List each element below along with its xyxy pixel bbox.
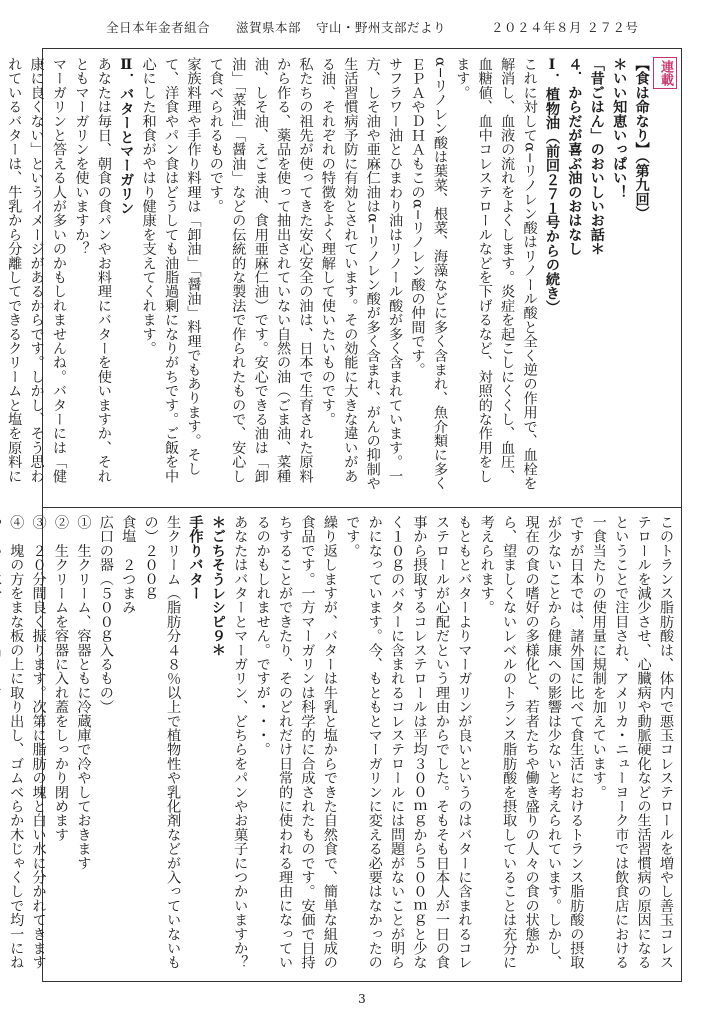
page-number: 3	[358, 992, 366, 1006]
article-paragraph: あなたは毎日、朝食の食パンやお料理にバターを使いますか、それともマーガリンを使いますか？	[73, 57, 112, 483]
article-paragraph: このトランス脂肪酸は、体内で悪玉コレステロールを増やし善玉コレステロールを減少させ、心臓病や動脈硬化などの生活習慣病の原因になるということで注目され、アメリカ・ニューヨーク市では飲食店における一食当たりの使用量に規制を加えています。	[590, 515, 674, 970]
page-header	[36, 18, 696, 40]
article-paragraph: ③ ２０分間良く振ります。次第に脂肪の塊と白い水に分かれてきます	[30, 515, 47, 970]
branch-name: 滋賀県本部	[236, 20, 302, 35]
article-paragraph: 食塩 ２つまみ	[120, 515, 137, 615]
article-paragraph: もともとバターよりマーガリンが良いというのはバターに含まれるコレステロールが心配だという理由からでした。そもそも日本人が一日の食事から摂取するコレステロールは平均３００ｍｇから５００ｍｇと少なく１０ｇのバターに含まれるコレステロールには問題がないことが明らかになっています。今、もともとマーガリンに変える必要はなかったのです。	[344, 515, 473, 970]
article-paragraph: α−リノレン酸は葉菜、根菜、海藻などに多く含まれ、魚介類に多くＥＰＡやＤＨＡもこのα−リノレン酸の仲間です。	[409, 57, 448, 491]
article-paragraph: サフラワー油とひまわり油はリノール酸が多く含まれています。一方、しそ油や亜麻仁油はα−リノレン酸が多く含まれ、がんの抑制や生活習慣病予防に有効とされています。その効能に大きな違いがある油、それぞれの特徴をよく理解して使いたいものです。	[319, 57, 404, 491]
article-paragraph: 広口の器（５００ｇ入るもの）	[97, 515, 114, 714]
series-badge	[653, 57, 677, 497]
article-paragraph: 家族料理や手作り料理は「卸油」「醤油」料理でもあります。そして、洋食やパン食はどうしても油脂過剰になりがちです。ご飯を中心にした和食がやはり健康を支えてくれます。	[140, 57, 202, 483]
article-paragraph: 生クリーム（脂肪分４８％以上で植物性や乳化剤などが入っていないもの）２００ｇ	[142, 515, 182, 970]
article-paragraph: これに対してα−リノレン酸はリノール酸と全く逆の作用で、血栓を解消し、血液の流れをよくします。炎症を起こしにくくし、血圧、血糖値、血中コレステロールなどを下げるなど、対照的な作用をします。	[454, 57, 538, 491]
article-paragraph: 繰り返しますが、バターは牛乳と塩からできた自然食で、簡単な組成の食品です。一方マーガリンは科学的に合成されたものです。安価で日持ちすることができたり、そのどれだけ日常的に使われる理由になっているのかもしれません。ですが・・・。	[254, 515, 338, 970]
article-heading: ＊ごちそうレシピ９＊	[209, 515, 226, 657]
article-heading: ＊いい知恵いっぱい！	[611, 57, 628, 199]
article-paragraph: ですが日本では、諸外国に比べて食生活におけるトランス脂肪酸の摂取が少ないことから健康への影響は少ないと考えられています。しかし、現在の食の嗜好の多様化と、若者たちや働き盛りの人々の食の状態から、望ましくないレベルのトランス脂肪酸を摂取していることは充分に考えられます。	[478, 515, 585, 970]
article-heading: 「昔ごはん」のおいしいお話＊	[588, 57, 605, 256]
article-top-half	[6, 57, 677, 497]
half-divider	[43, 507, 681, 508]
article-heading: ４．からだが喜ぶ油のおはなし	[566, 57, 583, 256]
article-paragraph: ① 生クリーム、容器ともに冷蔵庫で冷やしておきます	[75, 515, 92, 870]
article-paragraph: あなたはバターとマーガリン、どちらをパンやお菓子につかいますか？	[232, 515, 249, 970]
series-badge-label: 連載	[653, 57, 677, 89]
newsletter-name: 守山・野州支部だより	[316, 20, 447, 35]
article-heading: 手作りバター	[187, 515, 204, 601]
article-paragraph: ② 生クリームを容器に入れ蓋をしっかり閉めます	[53, 515, 70, 842]
article-frame	[6, 48, 682, 982]
issue-number: ２０２４年８月 ２７２号	[491, 20, 639, 35]
article-heading: 【食は命なり】（第九回）	[633, 57, 650, 221]
article-heading: Ⅰ．植物油（前回２７１号からの続き）	[543, 57, 560, 315]
article-bottom-half	[8, 515, 677, 973]
org-name: 全日本年金者組合	[106, 20, 211, 35]
article-heading: Ⅱ．バターとマーガリン	[118, 57, 135, 215]
article-paragraph: ④ 塊の方をまな板の上に取り出し、ゴムべらか木じゃくしで均一にね	[8, 515, 25, 970]
article-paragraph: マーガリンと答える人が多いのかもしれませんね。バターには「健康に良くない」というイメージがあるからです。しかし、そう思われているバターは、牛乳から分離してできるクリームと塩を原料に	[6, 57, 68, 483]
article-paragraph: 私たちの祖先が使ってきた安心安全の油は、日本で生育された原料から作る、薬品を使って抽出されていない自然の油（ごま油、菜種油、しそ油、えごま油、食用亜麻仁油）です。安心できる油は「卸油」「菜油」「醤油」などの伝統的な製法で作られたもので、安心して食べられるものです。	[207, 57, 314, 483]
